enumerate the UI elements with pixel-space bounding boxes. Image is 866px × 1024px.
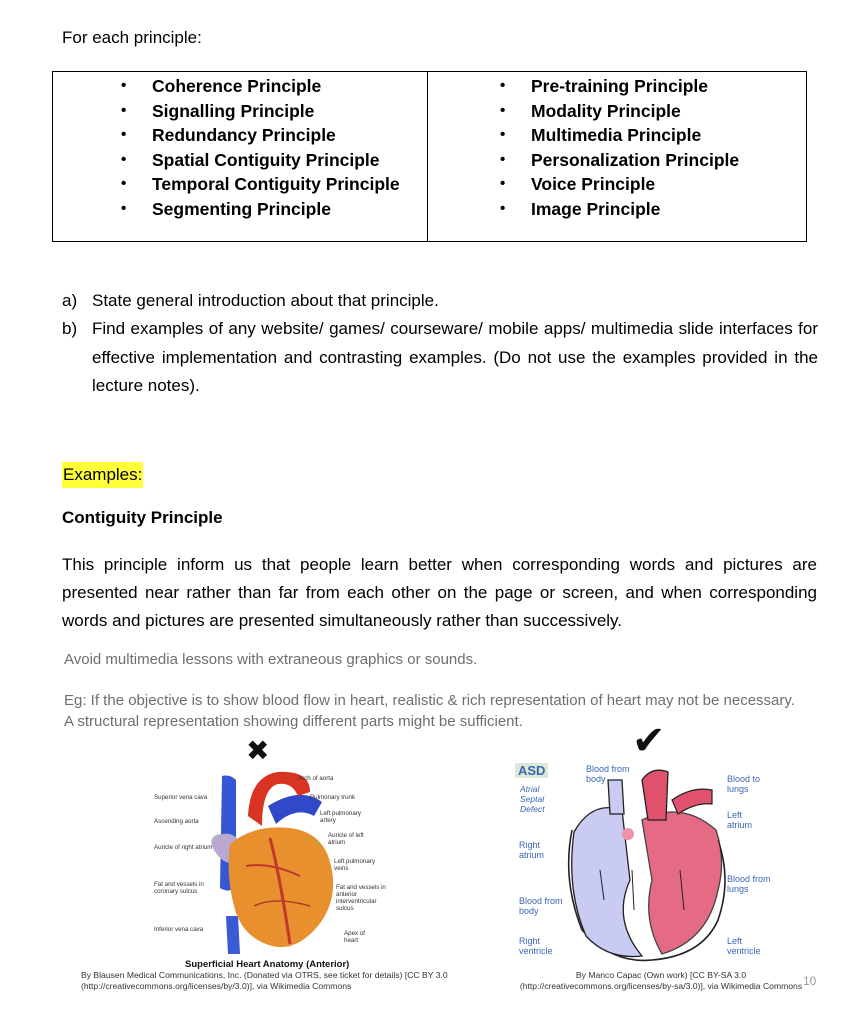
principle-item: • Voice Principle — [500, 174, 656, 195]
principle-item: • Personalization Principle — [500, 149, 740, 170]
principles-right-column — [428, 72, 806, 241]
label-right-ventricle: Right ventricle — [519, 936, 553, 956]
principles-left-column — [53, 72, 428, 241]
label-arch-aorta: Arch of aorta — [298, 775, 334, 782]
label-blood-from-body: Blood from body — [519, 896, 563, 916]
left-figure-credit: By Blausen Medical Communications, Inc. (Donated via OTRS, see ticket for details) [CC BY 3.0 (http://creativecommons.org/licenses/by/3.0)], via Wikimedia Commons — [81, 970, 448, 991]
label-right-atrium: Right atrium — [519, 840, 545, 860]
page-number: 10 — [803, 974, 817, 988]
label-auricle-right: Auricle of right atrium — [154, 844, 213, 851]
principle-item: • Coherence Principle — [121, 76, 322, 96]
principle-item: • Segmenting Principle — [121, 198, 331, 219]
principle-item: • Signalling Principle — [121, 100, 315, 121]
examples-label: Examples: — [62, 462, 143, 488]
cross-mark-icon: ✖ — [246, 735, 270, 766]
realistic-heart-figure — [150, 766, 390, 971]
label-ascending-aorta: Ascending aorta — [154, 818, 199, 825]
label-left-atrium: Left atrium — [727, 810, 753, 830]
intro-text: For each principle: — [62, 28, 202, 47]
label-left-pulmonary-veins: Left pulmonary veins — [334, 858, 375, 872]
contiguity-paragraph: This principle inform us that people learn better when corresponding words and pictures are presented near rather than far from each other on the page or screen, and when corresponding words and pictures are presented simultaneously rather than successively. — [62, 555, 817, 630]
pulmonary-vein-shape — [672, 789, 712, 814]
asd-diagram-figure — [512, 760, 792, 968]
principle-item: • Temporal Contiguity Principle — [121, 174, 400, 195]
label-svc: Superior vena cava — [154, 794, 208, 801]
label-blood-to-lungs: Blood to lungs — [727, 774, 761, 794]
asd-full-label: Atrial Septal Defect — [520, 784, 545, 814]
principles-table — [52, 71, 807, 242]
label-left-ventricle: Left ventricle — [727, 936, 761, 956]
inferior-vena-cava-shape — [226, 916, 240, 954]
principles-left-list — [121, 74, 427, 222]
label-pulmonary-trunk: Pulmonary trunk — [310, 794, 356, 801]
principle-item: • Pre-training Principle — [500, 76, 708, 96]
principle-item: • Redundancy Principle — [121, 125, 336, 146]
label-fat-coronary: Fat and vessels in coronary sulcus — [154, 881, 204, 895]
principle-item: • Image Principle — [500, 198, 661, 219]
section-title: Contiguity Principle — [62, 508, 223, 527]
heart-caption: Superficial Heart Anatomy (Anterior) — [185, 959, 350, 970]
principles-right-list — [500, 74, 806, 222]
aorta-shape — [642, 770, 668, 820]
label-fat-anterior: Fat and vessels in anterior interventricular sulcus — [336, 884, 386, 912]
principle-item: • Spatial Contiguity Principle — [121, 149, 380, 170]
vena-cava-shape — [608, 780, 624, 814]
label-blood-from-lungs: Blood from lungs — [727, 874, 771, 894]
question-a: a) State general introduction about that principle. — [62, 291, 439, 310]
septal-defect-spot — [622, 828, 634, 840]
label-apex: Apex of heart — [344, 930, 365, 944]
label-auricle-left: Auricle of left atrium — [328, 832, 364, 846]
asd-badge: ASD — [515, 763, 548, 778]
eg-text: Eg: If the objective is to show blood flow in heart, realistic & rich representation of heart may not be necessary. A structural representation showing different parts might be sufficient. — [64, 692, 795, 730]
label-blood-from-body-top: Blood from body — [586, 764, 630, 784]
check-mark-icon: ✔ — [632, 719, 666, 763]
principle-item: • Multimedia Principle — [500, 125, 702, 146]
avoid-text: Avoid multimedia lessons with extraneous graphics or sounds. — [64, 651, 478, 668]
label-ivc: Inferior vena cava — [154, 926, 204, 933]
right-figure-credit: By Manco Capac (Own work) [CC BY-SA 3.0 (http://creativecommons.org/licenses/by-sa/3.0)], via Wikimedia Commons — [519, 970, 803, 991]
principle-item: • Modality Principle — [500, 100, 681, 121]
label-left-pulmonary-artery: Left pulmonary artery — [320, 810, 361, 824]
question-b: b) Find examples of any website/ games/ courseware/ mobile apps/ multimedia slide interfaces for effective implementation and contrasting examples. (Do not use the examples provided in the lecture notes). — [62, 319, 818, 395]
